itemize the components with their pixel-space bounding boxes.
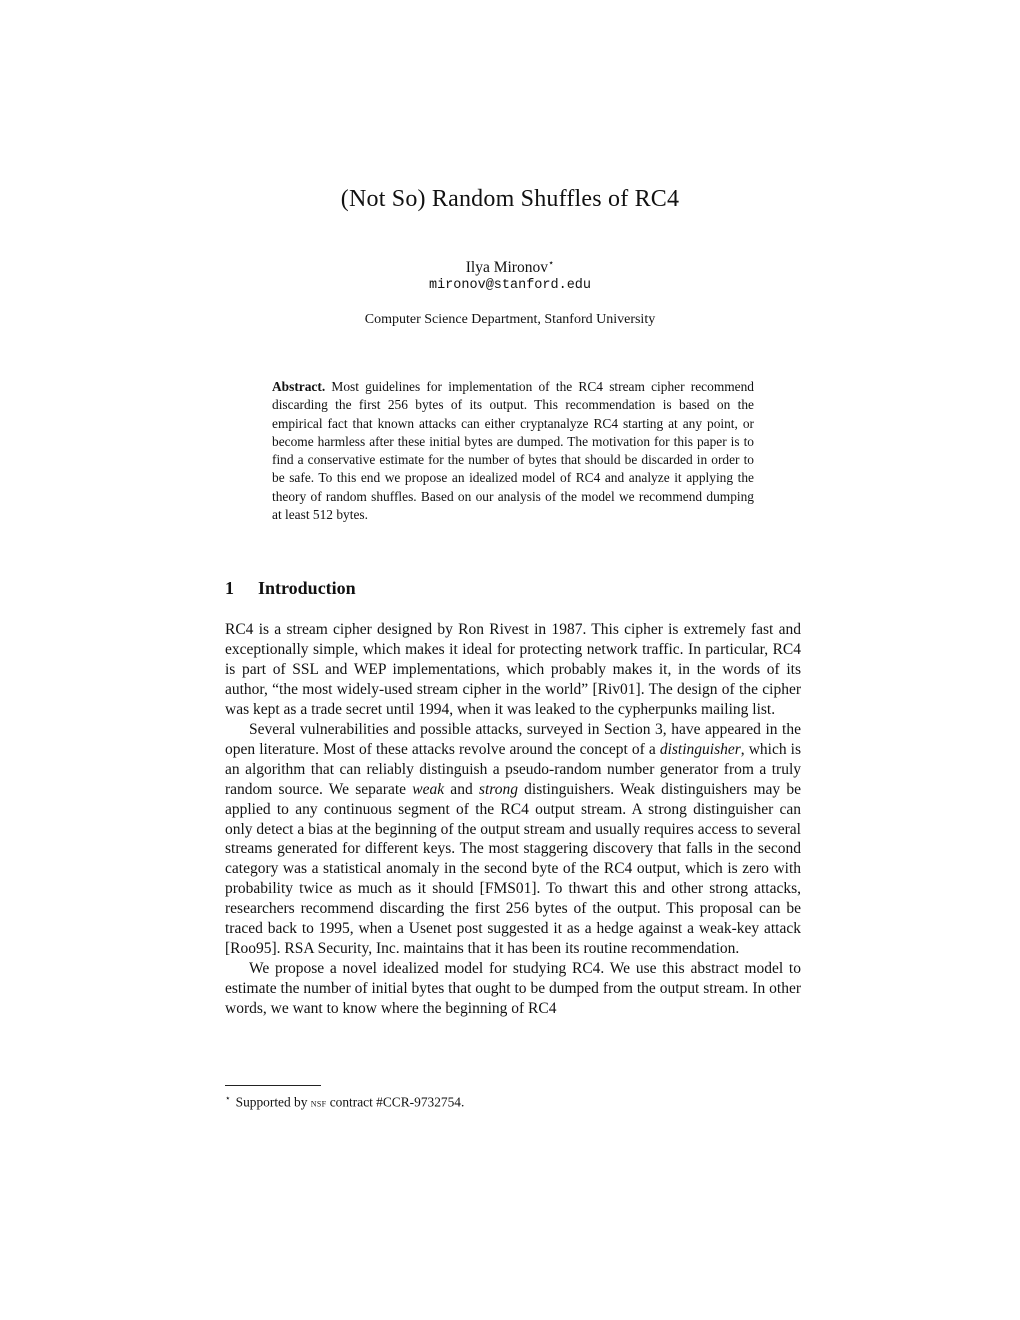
paper-title: (Not So) Random Shuffles of RC4 bbox=[340, 186, 680, 212]
author-footnote-mark: ⋆ bbox=[547, 258, 555, 269]
paragraph-2 bbox=[225, 720, 801, 959]
abstract-label: Abstract. bbox=[272, 379, 326, 394]
paragraph-1: RC4 is a stream cipher designed by Ron Rivest in 1987. This cipher is extremely fast and exceptionally simple, which makes it ideal for protecting network traffic. In particular, RC4 is part of SSL and WEP implementations, which probably makes it, in the words of its author, “the most widely-used stream cipher in the world” [Riv01]. The design of the cipher was kept as a trade secret until 1994, when it was leaked to the cypherpunks mailing list. bbox=[225, 621, 801, 718]
paragraph-2-part-b: , which is an algorithm that can reliably distinguish a pseudo-random number generator from a truly random source. We separate bbox=[225, 740, 802, 798]
footnote-rule bbox=[225, 1085, 321, 1086]
footnote-text-b: contract #CCR-9732754. bbox=[326, 1094, 465, 1110]
affiliation: Computer Science Department, Stanford University bbox=[364, 312, 656, 327]
author-name: Ilya Mironov bbox=[465, 259, 548, 277]
author-email: mironov@stanford.edu bbox=[428, 278, 592, 293]
footnote-nsf: nsf bbox=[310, 1095, 327, 1110]
abstract bbox=[272, 378, 754, 524]
paragraph-2-part-a: Several vulnerabilities and possible attacks, surveyed in Section 3, have appeared in the open literature. Most of these attacks revolve around the concept of a bbox=[225, 720, 801, 758]
paragraph-2-part-c: and bbox=[444, 780, 479, 798]
emphasis-weak: weak bbox=[412, 780, 445, 798]
emphasis-distinguisher: distinguisher bbox=[659, 740, 741, 758]
section-heading bbox=[225, 578, 356, 599]
author-line bbox=[0, 258, 1020, 277]
abstract-text: Most guidelines for implementation of the RC4 stream cipher recommend discarding the first 256 bytes of its output. This recommendation is based on the empirical fact that known attacks can either cryptanalyze RC4 starting at any point, or become harmless after these initial bytes are dumped. The motivation for this paper is to find a conservative estimate for the number of bytes that should be discarded in order to be safe. To this end we propose an idealized model of RC4 and analyze it applying the theory of random shuffles. Based on our analysis of the model we recommend dumping at least 512 bytes. bbox=[272, 379, 754, 523]
paragraph-2-part-d: distinguishers. Weak distinguishers may be applied to any continuous segment of the RC4 output stream. A strong distinguisher can only detect a bias at the beginning of the output stream and usually requires access to several streams generated for different keys. The most staggering discovery that falls in the second category was a statistical anomaly in the second byte of the RC4 output, which is zero with probability twice as much as it should [FMS01]. To thwart this and other strong attacks, researchers recommend discarding the first 256 bytes of the output. This proposal can be traced back to 1995, when a Usenet post suggested it as a hedge against a weak-key attack [Roo95]. RSA Security, Inc. maintains that it has been its routine recommendation. bbox=[225, 780, 801, 958]
body-text bbox=[225, 620, 801, 1019]
footnote bbox=[225, 1093, 464, 1110]
emphasis-strong: strong bbox=[478, 780, 518, 798]
section-title: Introduction bbox=[258, 578, 356, 598]
footnote-text-a: Supported by bbox=[235, 1094, 311, 1110]
section-number: 1 bbox=[225, 578, 234, 598]
footnote-mark: ⋆ bbox=[225, 1093, 231, 1103]
paragraph-3: We propose a novel idealized model for studying RC4. We use this abstract model to estimate the number of initial bytes that ought to be dumped from the output stream. In other words, we want to know where the beginning of RC4 bbox=[225, 960, 801, 1018]
